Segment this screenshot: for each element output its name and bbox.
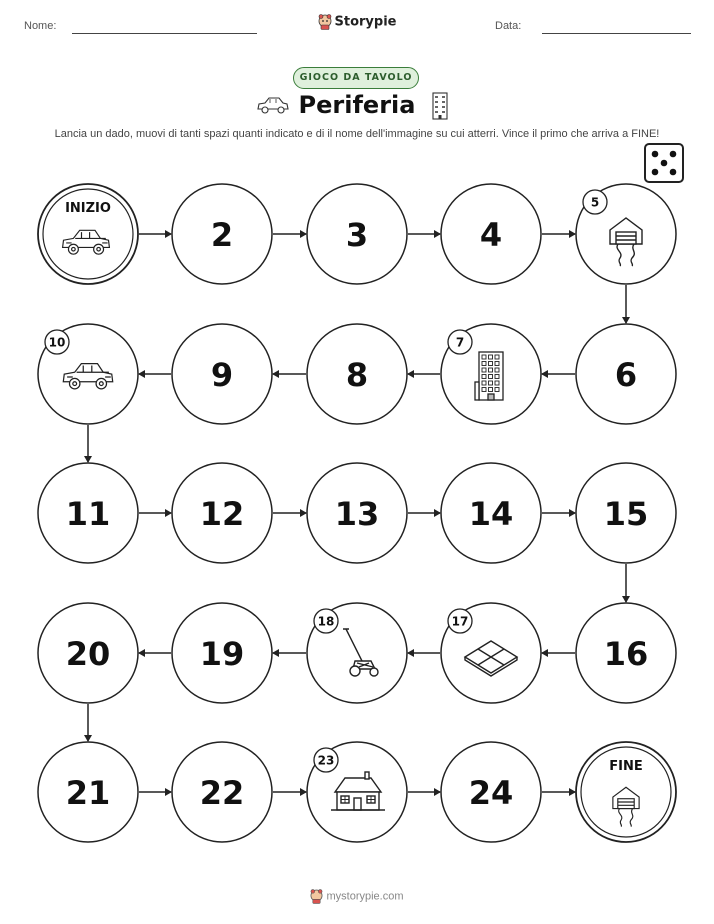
page-title: Periferia bbox=[298, 91, 416, 119]
board-space-25[interactable] bbox=[576, 742, 676, 842]
space-badge-number: 23 bbox=[317, 753, 335, 768]
space-number: 4 bbox=[479, 216, 503, 254]
space-number: 8 bbox=[345, 356, 369, 394]
board-space-15[interactable] bbox=[576, 463, 676, 563]
space-number: 24 bbox=[468, 774, 514, 812]
board-space-22[interactable] bbox=[172, 742, 272, 842]
space-number: 9 bbox=[210, 356, 234, 394]
space-number: 16 bbox=[603, 635, 649, 673]
space-badge-number: 5 bbox=[590, 195, 600, 210]
board-space-17[interactable] bbox=[441, 603, 541, 703]
board-space-20[interactable] bbox=[38, 603, 138, 703]
board-space-19[interactable] bbox=[172, 603, 272, 703]
apartment-building-icon bbox=[475, 352, 503, 400]
space-number: 13 bbox=[334, 495, 380, 533]
board-space-12[interactable] bbox=[172, 463, 272, 563]
board-space-21[interactable] bbox=[38, 742, 138, 842]
footer bbox=[0, 889, 714, 904]
space-badge-number: 18 bbox=[317, 614, 335, 629]
footer-logo-icon bbox=[310, 889, 323, 904]
name-label: Nome: bbox=[24, 20, 57, 32]
date-label: Data: bbox=[495, 20, 522, 32]
board-space-2[interactable] bbox=[172, 184, 272, 284]
space-number: 22 bbox=[199, 774, 245, 812]
space-number: 15 bbox=[603, 495, 649, 533]
board-space-1[interactable] bbox=[38, 184, 138, 284]
space-badge-number: 7 bbox=[455, 335, 465, 350]
board-space-24[interactable] bbox=[441, 742, 541, 842]
space-number: 3 bbox=[345, 216, 369, 254]
board-space-10[interactable] bbox=[38, 324, 138, 424]
board-space-8[interactable] bbox=[307, 324, 407, 424]
space-number: 11 bbox=[65, 495, 111, 533]
board-space-16[interactable] bbox=[576, 603, 676, 703]
space-number: 19 bbox=[199, 635, 245, 673]
board-space-9[interactable] bbox=[172, 324, 272, 424]
space-number: 20 bbox=[65, 635, 111, 673]
end-label: FINE bbox=[609, 759, 643, 774]
board-space-4[interactable] bbox=[441, 184, 541, 284]
board-space-5[interactable] bbox=[576, 184, 676, 284]
board-space-6[interactable] bbox=[576, 324, 676, 424]
game-type-badge: GIOCO DA TAVOLO bbox=[293, 67, 419, 89]
board-space-14[interactable] bbox=[441, 463, 541, 563]
instructions: Lancia un dado, muovi di tanti spazi quanti indicato e di il nome dell'immagine su cui atterri. Vince il primo che arriva a FINE! bbox=[54, 128, 660, 140]
board-space-11[interactable] bbox=[38, 463, 138, 563]
board-space-23[interactable] bbox=[307, 742, 407, 842]
space-number: 21 bbox=[65, 774, 111, 812]
space-number: 2 bbox=[210, 216, 234, 254]
board-space-3[interactable] bbox=[307, 184, 407, 284]
board-space-18[interactable] bbox=[307, 603, 407, 703]
board-space-13[interactable] bbox=[307, 463, 407, 563]
space-number: 6 bbox=[614, 356, 638, 394]
space-number: 14 bbox=[468, 495, 514, 533]
space-badge-number: 10 bbox=[48, 335, 66, 350]
start-label: INIZIO bbox=[65, 201, 111, 216]
space-number: 12 bbox=[199, 495, 245, 533]
brand-name: Storypie bbox=[334, 14, 397, 30]
space-badge-number: 17 bbox=[451, 614, 469, 629]
board-space-7[interactable] bbox=[441, 324, 541, 424]
footer-url[interactable]: mystorypie.com bbox=[326, 890, 404, 903]
